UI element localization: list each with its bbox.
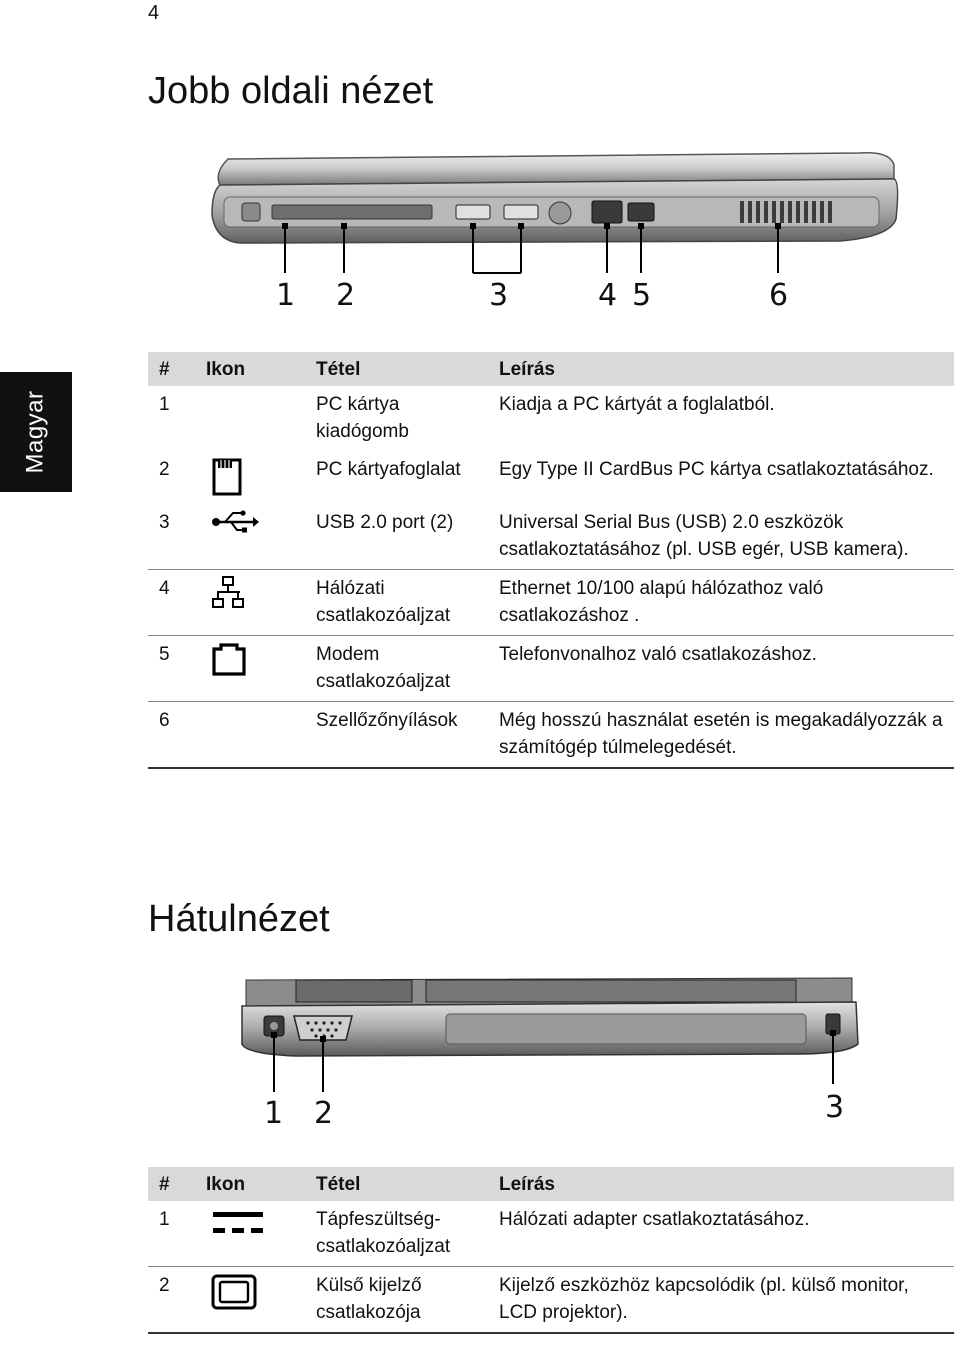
row-num: 1 — [159, 394, 170, 415]
callout-2: 2 — [336, 278, 356, 313]
callout-4: 4 — [598, 278, 618, 313]
callout-5: 5 — [632, 278, 652, 313]
language-tab-label: Magyar — [22, 390, 49, 474]
rear-callout-1: 1 — [264, 1096, 284, 1131]
language-tab — [0, 372, 72, 492]
row-item: PC kártya kiadógomb — [316, 394, 409, 442]
header-icon: Ikon — [195, 352, 305, 386]
right-view-title: Jobb oldali nézet — [148, 70, 434, 112]
row-num: 2 — [148, 1267, 195, 1334]
table-row — [148, 1201, 954, 1267]
row-item: Modem csatlakozóaljzat — [305, 636, 488, 702]
rear-view-table — [148, 1167, 954, 1334]
row-num: 4 — [148, 570, 195, 636]
row-item: Tápfeszültség-csatlakozóaljzat — [305, 1201, 488, 1267]
row-desc: Universal Serial Bus (USB) 2.0 eszközök csatlakoztatásához (pl. USB egér, USB kamera). — [488, 504, 954, 570]
row-icon — [195, 1201, 305, 1267]
row-icon — [195, 636, 305, 702]
row-num: 6 — [148, 702, 195, 769]
row-desc: Egy Type II CardBus PC kártya csatlakoztatásához. — [499, 459, 934, 480]
row-item: Hálózati csatlakozóaljzat — [305, 570, 488, 636]
rear-view-title: Hátulnézet — [148, 898, 330, 940]
dc-power-icon — [211, 1206, 301, 1240]
row-item: Szellőzőnyílások — [305, 702, 488, 769]
row-icon — [195, 702, 305, 769]
row-num: 2 — [159, 459, 170, 480]
callout-1: 1 — [276, 278, 296, 313]
row-num: 5 — [148, 636, 195, 702]
row-icon — [195, 451, 305, 504]
table-row — [148, 570, 954, 636]
header-icon: Ikon — [195, 1167, 305, 1201]
table-header-row — [148, 352, 954, 386]
right-view-table — [148, 352, 954, 769]
page-number: 4 — [148, 2, 160, 24]
header-num: # — [148, 352, 195, 386]
header-item: Tétel — [305, 352, 488, 386]
rear-callout-2: 2 — [314, 1096, 334, 1131]
header-desc: Leírás — [488, 1167, 954, 1201]
row-desc: Hálózati adapter csatlakoztatásához. — [488, 1201, 954, 1267]
callout-6: 6 — [769, 278, 789, 313]
usb-icon — [211, 509, 301, 535]
table-row — [148, 386, 954, 451]
table-row — [148, 636, 954, 702]
row-num: 3 — [148, 504, 195, 570]
row-desc: Még hosszú használat esetén is megakadályozzák a számítógép túlmelegedését. — [488, 702, 954, 769]
row-item: PC kártyafoglalat — [316, 459, 461, 480]
row-icon — [195, 570, 305, 636]
row-desc: Kiadja a PC kártyát a foglalatból. — [499, 394, 775, 415]
header-num: # — [148, 1167, 195, 1201]
header-desc: Leírás — [488, 352, 954, 386]
modem-icon — [211, 641, 301, 677]
row-icon — [195, 386, 305, 451]
laptop-right-side-figure — [200, 145, 930, 315]
row-desc: Telefonvonalhoz való csatlakozáshoz. — [488, 636, 954, 702]
network-icon — [211, 575, 301, 611]
table-row — [148, 451, 954, 504]
monitor-icon — [211, 1272, 301, 1312]
row-item: USB 2.0 port (2) — [305, 504, 488, 570]
table-header-row — [148, 1167, 954, 1201]
table-row — [148, 504, 954, 570]
row-num: 1 — [148, 1201, 195, 1267]
row-desc: Ethernet 10/100 alapú hálózathoz való csatlakozáshoz . — [488, 570, 954, 636]
table-row — [148, 702, 954, 769]
row-item: Külső kijelző csatlakozója — [305, 1267, 488, 1334]
table-row — [148, 1267, 954, 1334]
rear-callout-3: 3 — [825, 1090, 845, 1125]
row-icon — [195, 1267, 305, 1334]
row-icon — [195, 504, 305, 570]
row-desc: Kijelző eszközhöz kapcsolódik (pl. külső monitor, LCD projektor). — [488, 1267, 954, 1334]
pc-card-icon — [211, 456, 301, 498]
header-item: Tétel — [305, 1167, 488, 1201]
callout-3: 3 — [489, 278, 509, 313]
